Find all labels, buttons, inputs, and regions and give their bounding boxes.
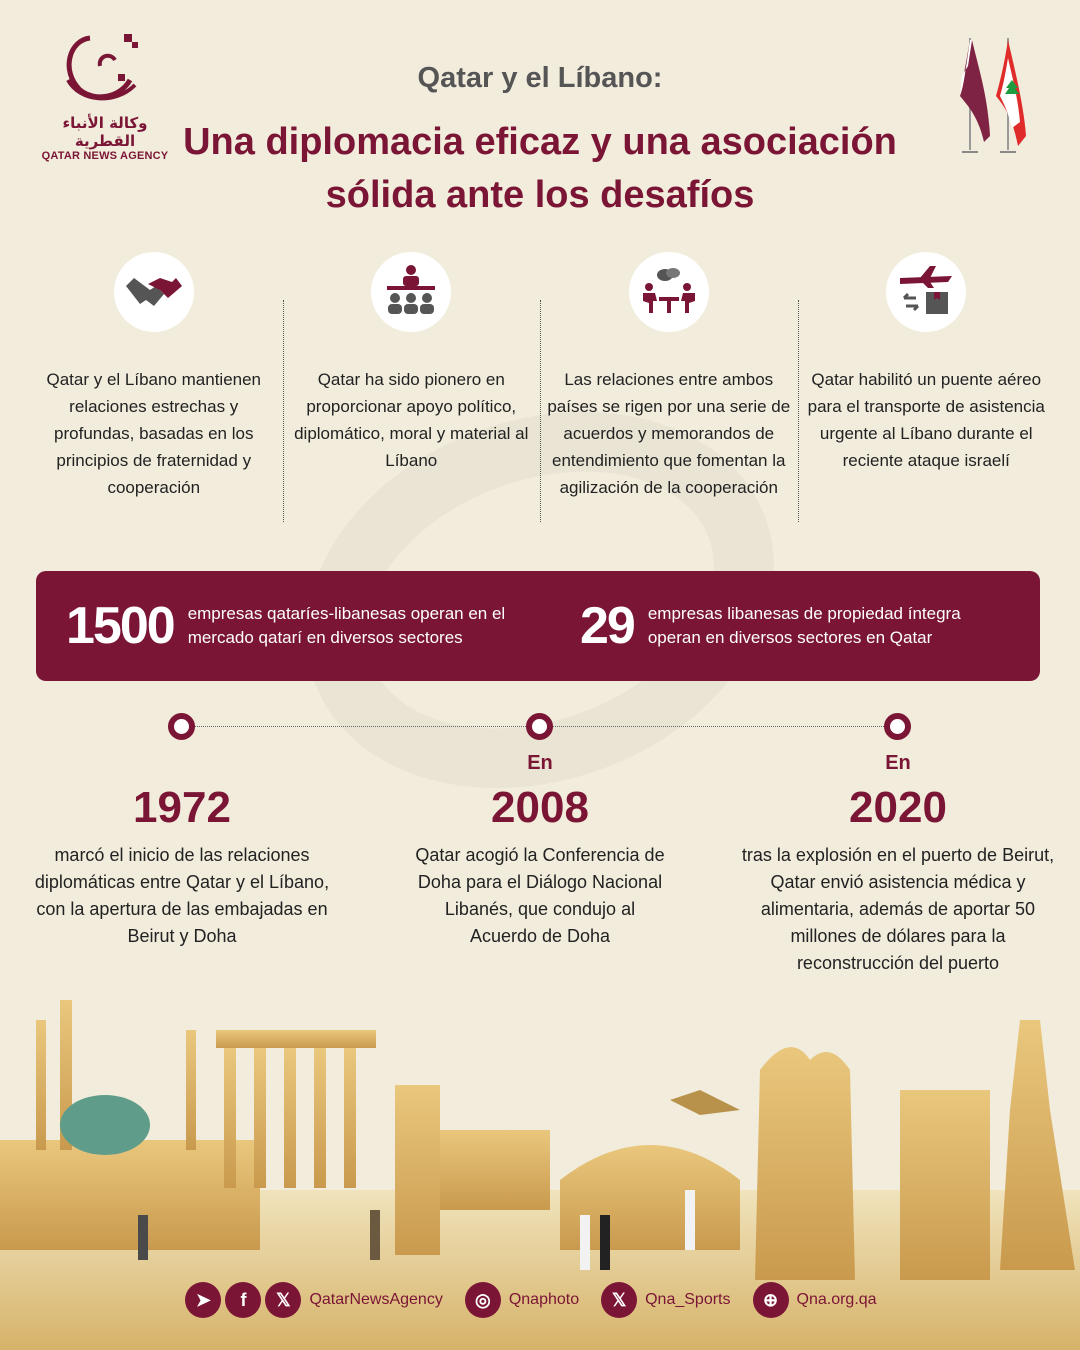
airlift-icon	[886, 252, 966, 332]
stat-item	[538, 596, 1040, 656]
stat-number: 29	[580, 597, 634, 655]
fact-text: Las relaciones entre ambos países se rigen por una serie de acuerdos y memorandos de entendimiento que fomentan la agilización de la cooperación	[547, 370, 791, 497]
stat-number: 1500	[66, 597, 174, 655]
stats-banner	[36, 571, 1040, 681]
timeline-entry	[380, 748, 700, 950]
timeline-dot	[884, 713, 911, 740]
timeline-prefix: En	[527, 752, 553, 774]
social-handle-qna-sports[interactable]: Qna_Sports	[645, 1291, 731, 1308]
timeline-entry	[22, 748, 342, 950]
social-footer	[0, 1280, 1080, 1320]
page-subtitle: Qatar y el Líbano:	[417, 62, 663, 94]
timeline-year: 2008	[491, 783, 589, 832]
timeline-text: marcó el inicio de las relaciones diplomáticas entre Qatar y el Líbano, con la apertura de las embajadas en Beirut y Doha	[34, 845, 330, 946]
logo-arabic-text: وكالة الأنباء القطرية	[62, 114, 148, 150]
timeline-entry	[738, 748, 1058, 977]
telegram-icon[interactable]: ➤	[185, 1282, 221, 1318]
website-link[interactable]: Qna.org.qa	[796, 1291, 877, 1308]
timeline-prefix	[22, 748, 342, 778]
stat-item	[36, 596, 538, 656]
handshake-icon	[114, 252, 194, 332]
qna-logo	[30, 30, 180, 162]
fact-text: Qatar habilitó un puente aéreo para el transporte de asistencia urgente al Líbano durante el reciente ataque israelí	[807, 370, 1045, 470]
fact-text: Qatar y el Líbano mantienen relaciones estrechas y profundas, basadas en los principios de fraternidad y cooperación	[46, 370, 262, 497]
facebook-icon[interactable]: f	[225, 1282, 261, 1318]
timeline-dot	[168, 713, 195, 740]
x-icon[interactable]: 𝕏	[601, 1282, 637, 1318]
timeline-text: tras la explosión en el puerto de Beirut, Qatar envió asistencia médica y alimentaria, además de aportar 50 millones de dólares para la reconstrucción del puerto	[741, 845, 1055, 973]
fact-card	[283, 250, 541, 530]
globe-icon[interactable]: ⊕	[753, 1282, 789, 1318]
fact-card	[540, 250, 798, 530]
qatar-lebanon-flags-icon	[958, 36, 1038, 156]
fact-text: Qatar ha sido pionero en proporcionar apoyo político, diplomático, moral y material al Líbano	[294, 370, 529, 470]
timeline-year: 1972	[133, 783, 231, 832]
timeline-prefix: En	[885, 752, 911, 774]
logo-english-text: QATAR NEWS AGENCY	[41, 150, 169, 162]
timeline-text: Qatar acogió la Conferencia de Doha para el Diálogo Nacional Libanés, que condujo al Acuerdo de Doha	[415, 845, 665, 946]
timeline-dot	[526, 713, 553, 740]
facts-row	[25, 250, 1055, 530]
meeting-icon	[629, 252, 709, 332]
instagram-icon[interactable]: ◎	[465, 1282, 501, 1318]
stat-description: empresas libanesas de propiedad íntegra operan en diversos sectores en Qatar	[647, 604, 961, 647]
x-icon[interactable]: 𝕏	[265, 1282, 301, 1318]
fact-card	[25, 250, 283, 530]
fact-card	[798, 250, 1056, 530]
stat-description: empresas qataríes-libanesas operan en el mercado qatarí en diversos sectores	[187, 604, 506, 647]
social-handle-qatarnewsagency[interactable]: QatarNewsAgency	[309, 1291, 443, 1308]
social-handle-qnaphoto[interactable]: Qnaphoto	[508, 1291, 580, 1308]
timeline-year: 2020	[849, 783, 947, 832]
conference-icon	[371, 252, 451, 332]
page-title: Una diplomacia eficaz y una asociación sólida ante los desafíos	[183, 121, 897, 216]
